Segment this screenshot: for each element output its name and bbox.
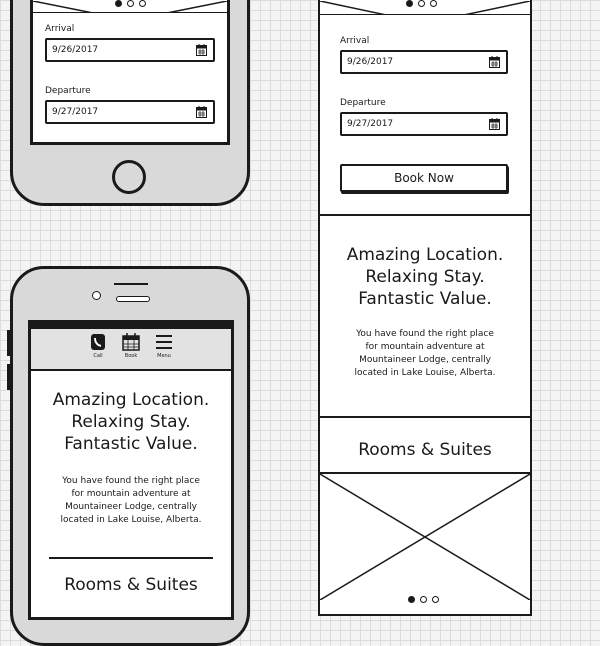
intro-line: Mountaineer Lodge, centrally xyxy=(359,355,491,365)
carousel-dot[interactable] xyxy=(127,0,134,7)
carousel-dot[interactable] xyxy=(406,0,413,7)
calendar-icon[interactable] xyxy=(196,44,207,56)
calendar-icon[interactable] xyxy=(489,118,500,130)
carousel-dot[interactable] xyxy=(418,0,425,7)
calendar-icon[interactable] xyxy=(196,106,207,118)
headline xyxy=(320,244,530,310)
carousel-dot[interactable] xyxy=(430,0,437,7)
intro-line: located in Lake Louise, Alberta. xyxy=(354,368,496,378)
side-button xyxy=(7,330,11,356)
arrival-date-field[interactable] xyxy=(340,50,508,74)
nav-call[interactable] xyxy=(85,333,111,359)
front-camera xyxy=(92,291,101,300)
rooms-title: Rooms & Suites xyxy=(64,575,198,595)
headline-line: Relaxing Stay. xyxy=(71,412,191,432)
bottom-phone-screen xyxy=(28,320,234,620)
arrival-date-value: 9/26/2017 xyxy=(52,45,99,55)
carousel-dots[interactable] xyxy=(406,0,437,7)
arrival-date-field[interactable] xyxy=(45,38,215,62)
intro-text xyxy=(320,328,530,380)
hamburger-icon xyxy=(155,333,173,351)
nav-book-label: Book xyxy=(124,353,138,359)
carousel-dots[interactable] xyxy=(115,0,146,7)
side-button xyxy=(7,364,11,390)
headline-line: Relaxing Stay. xyxy=(365,267,485,287)
speaker-slot xyxy=(116,296,150,302)
intro-line: for mountain adventure at xyxy=(71,489,191,499)
section-divider xyxy=(320,416,530,418)
departure-date-value: 9/27/2017 xyxy=(347,119,394,129)
departure-date-field[interactable] xyxy=(45,100,215,124)
headline-line: Amazing Location. xyxy=(346,245,504,265)
carousel-dot[interactable] xyxy=(139,0,146,7)
departure-date-field[interactable] xyxy=(340,112,508,136)
intro-line: You have found the right place xyxy=(356,329,494,339)
headline-line: Fantastic Value. xyxy=(358,289,492,309)
intro-line: Mountaineer Lodge, centrally xyxy=(65,502,197,512)
rooms-image-placeholder xyxy=(320,474,530,600)
intro-line: for mountain adventure at xyxy=(365,342,485,352)
headline xyxy=(31,389,231,455)
arrival-label: Arrival xyxy=(45,24,75,34)
rooms-title: Rooms & Suites xyxy=(358,440,492,460)
headline-line: Amazing Location. xyxy=(52,390,210,410)
nav-call-label: Call xyxy=(93,353,103,359)
nav-menu-label: Menu xyxy=(157,353,171,359)
carousel-dot[interactable] xyxy=(115,0,122,7)
arrival-date-value: 9/26/2017 xyxy=(347,57,394,67)
departure-label: Departure xyxy=(45,86,91,96)
departure-label: Departure xyxy=(340,98,386,108)
headline-line: Fantastic Value. xyxy=(64,434,198,454)
section-divider xyxy=(320,214,530,216)
top-phone-screen xyxy=(30,0,230,145)
section-divider xyxy=(49,557,213,559)
nav-bar xyxy=(31,329,231,371)
intro-text xyxy=(31,475,231,527)
top-speaker-line xyxy=(114,283,148,285)
calendar-icon xyxy=(122,333,140,351)
intro-line: You have found the right place xyxy=(62,476,200,486)
arrival-label: Arrival xyxy=(340,36,370,46)
departure-date-value: 9/27/2017 xyxy=(52,107,99,117)
nav-menu[interactable] xyxy=(151,333,177,359)
intro-line: located in Lake Louise, Alberta. xyxy=(60,515,202,525)
book-now-button[interactable]: Book Now xyxy=(340,164,508,192)
nav-book[interactable] xyxy=(118,333,144,359)
calendar-icon[interactable] xyxy=(489,56,500,68)
phone-icon xyxy=(90,333,106,351)
home-button[interactable] xyxy=(112,160,146,194)
